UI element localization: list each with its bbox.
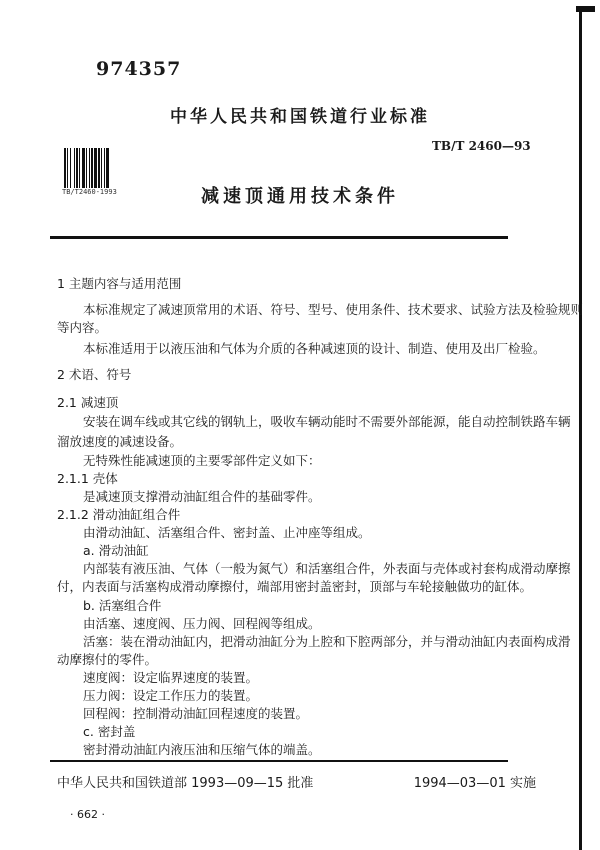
section-heading: 2 术语、符号 — [57, 367, 132, 382]
body-line: 动摩擦付的零件。 — [57, 652, 158, 667]
standard-code: TB/T 2460—93 — [432, 139, 531, 153]
serial-number: 974357 — [96, 58, 182, 80]
approval-date: 中华人民共和国铁道部 1993—09—15 批准 — [57, 776, 314, 791]
standard-header: 中华人民共和国铁道行业标准 — [170, 107, 430, 127]
section-heading: 1 主题内容与适用范围 — [57, 276, 182, 291]
body-line: 付，内表面与活塞构成滑动摩擦付，端部用密封盖密封，顶部与车轮接触做功的缸体。 — [57, 579, 533, 594]
body-line: b. 活塞组合件 — [83, 598, 162, 613]
body-line: 密封滑动油缸内液压油和压缩气体的端盖。 — [83, 742, 321, 757]
body-line: 内部装有液压油、气体（一般为氮气）和活塞组合件，外表面与壳体或衬套构成滑动摩擦 — [83, 561, 571, 576]
section-heading: 2.1.2 滑动油缸组合件 — [57, 507, 181, 522]
body-line: 压力阀：设定工作压力的装置。 — [83, 688, 259, 703]
body-line: 本标准规定了减速顶常用的术语、符号、型号、使用条件、技术要求、试验方法及检验规则 — [83, 302, 584, 317]
body-line: 溜放速度的减速设备。 — [57, 434, 183, 449]
body-line: 速度阀：设定临界速度的装置。 — [83, 670, 259, 685]
scan-edge-line — [579, 8, 582, 850]
body-line: 是减速顶支撑滑动油缸组合件的基础零件。 — [83, 489, 321, 504]
body-line: 由滑动油缸、活塞组合件、密封盖、止冲座等组成。 — [83, 525, 371, 540]
title-rule — [50, 236, 508, 239]
body-line: a. 滑动油缸 — [83, 543, 149, 558]
body-line: 由活塞、速度阀、压力阀、回程阀等组成。 — [83, 616, 321, 631]
section-heading: 2.1.1 壳体 — [57, 471, 118, 486]
barcode-label: TB/T2460-1993 — [62, 188, 117, 196]
implementation-date: 1994—03—01 实施 — [413, 776, 536, 791]
body-line: 本标准适用于以液压油和气体为介质的各种减速顶的设计、制造、使用及出厂检验。 — [83, 341, 546, 356]
page-number: · 662 · — [70, 808, 105, 821]
section-heading: 2.1 减速顶 — [57, 395, 119, 410]
body-line: 等内容。 — [57, 320, 108, 335]
footer-rule — [50, 760, 508, 762]
body-line: 安装在调车线或其它线的钢轨上，吸收车辆动能时不需要外部能源，能自动控制铁路车辆 — [83, 414, 571, 429]
body-line: 活塞：装在滑动油缸内，把滑动油缸分为上腔和下腔两部分，并与滑动油缸内表面构成滑 — [83, 634, 571, 649]
body-line: 无特殊性能减速顶的主要零部件定义如下： — [83, 453, 321, 468]
document-title: 减速顶通用技术条件 — [201, 186, 399, 207]
body-line: 回程阀：控制滑动油缸回程速度的装置。 — [83, 706, 309, 721]
body-line: c. 密封盖 — [83, 724, 136, 739]
